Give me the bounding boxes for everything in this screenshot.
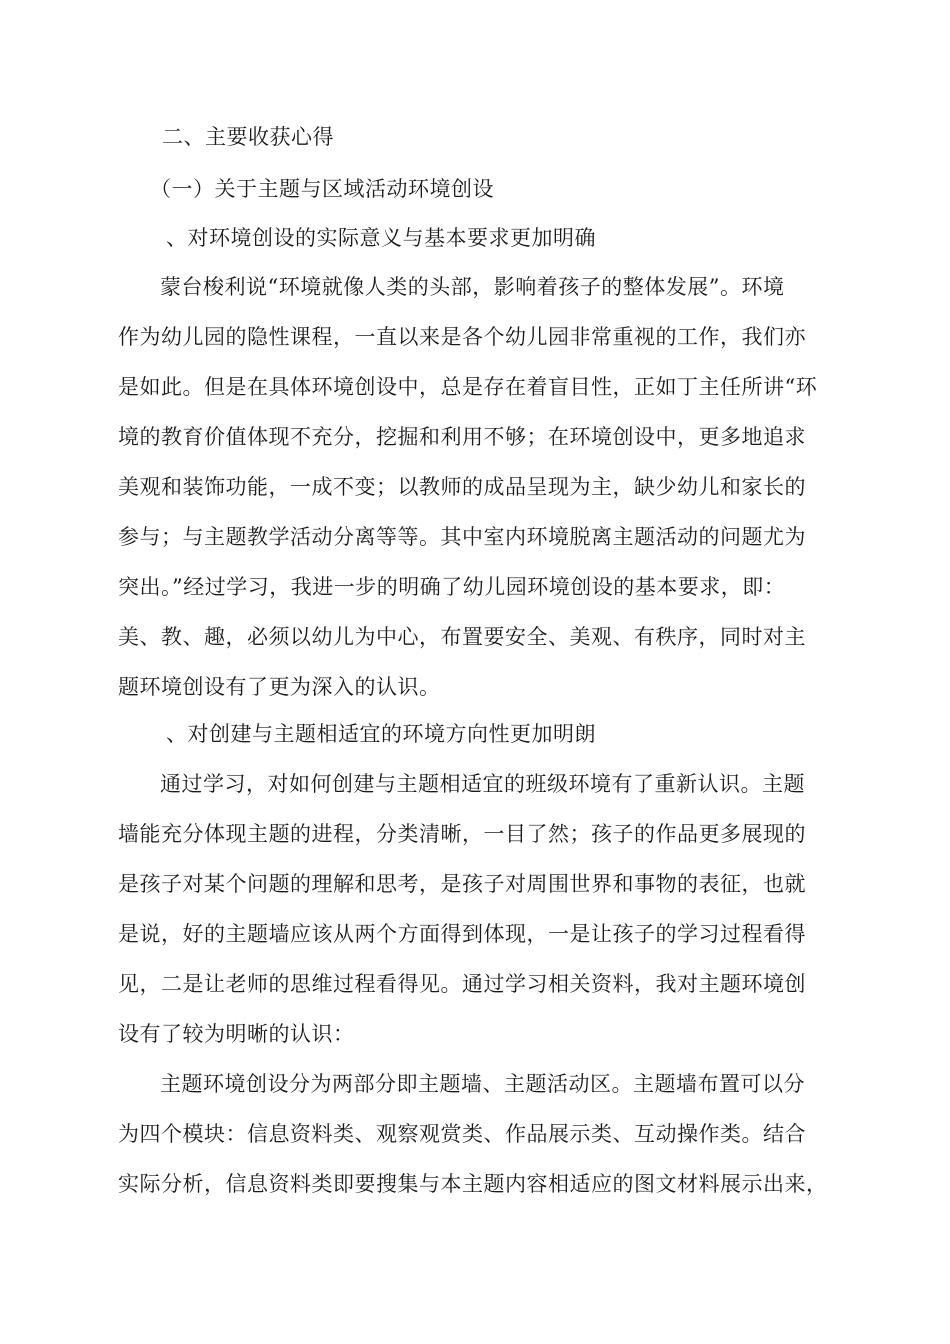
paragraph-line: 是说，好的主题墙应该从两个方面得到体现，一是让孩子的学习过程看得 [118, 922, 806, 946]
paragraph-line: 题环境创设有了更为深入的认识。 [118, 675, 441, 699]
paragraph-line: 主题环境创设分为两部分即主题墙、主题活动区。主题墙布置可以分 [160, 1072, 805, 1096]
paragraph-line: 设有了较为明晰的认识： [118, 1022, 355, 1046]
paragraph-line: 作为幼儿园的隐性课程，一直以来是各个幼儿园非常重视的工作，我们亦 [118, 325, 806, 349]
section-heading: 二、主要收获心得 [162, 125, 334, 149]
paragraph-line: 突出。”经过学习，我进一步的明确了幼儿园环境创设的基本要求，即： [118, 575, 786, 599]
item-heading-1: 、对环境创设的实际意义与基本要求更加明确 [166, 226, 596, 250]
item-heading-2: 、对创建与主题相适宜的环境方向性更加明朗 [166, 722, 596, 746]
paragraph-line: 是孩子对某个问题的理解和思考，是孩子对周围世界和事物的表征，也就 [118, 872, 806, 896]
paragraph-line: 美观和装饰功能，一成不变；以教师的成品呈现为主，缺少幼儿和家长的 [118, 475, 806, 499]
paragraph-line: 实际分析，信息资料类即要搜集与本主题内容相适应的图文材料展示出来， [118, 1172, 828, 1196]
subsection-heading: （一）关于主题与区域活动环境创设 [150, 177, 494, 201]
paragraph-line: 美、教、趣，必须以幼儿为中心，布置要安全、美观、有秩序，同时对主 [118, 625, 806, 649]
paragraph-line: 境的教育价值体现不充分，挖掘和利用不够；在环境创设中，更多地追求 [118, 425, 806, 449]
paragraph-line: 是如此。但是在具体环境创设中，总是存在着盲目性，正如丁主任所讲“环 [118, 375, 818, 399]
paragraph-line: 为四个模块：信息资料类、观察观赏类、作品展示类、互动操作类。结合 [118, 1122, 806, 1146]
paragraph-line: 见，二是让老师的思维过程看得见。通过学习相关资料，我对主题环境创 [118, 972, 806, 996]
paragraph-line: 墙能充分体现主题的进程，分类清晰，一目了然；孩子的作品更多展现的 [118, 822, 806, 846]
paragraph-line: 蒙台梭利说“环境就像人类的头部，影响着孩子的整体发展”。环境 [160, 275, 785, 299]
paragraph-line: 通过学习，对如何创建与主题相适宜的班级环境有了重新认识。主题 [160, 772, 805, 796]
paragraph-line: 参与；与主题教学活动分离等等。其中室内环境脱离主题活动的问题尤为 [118, 525, 806, 549]
